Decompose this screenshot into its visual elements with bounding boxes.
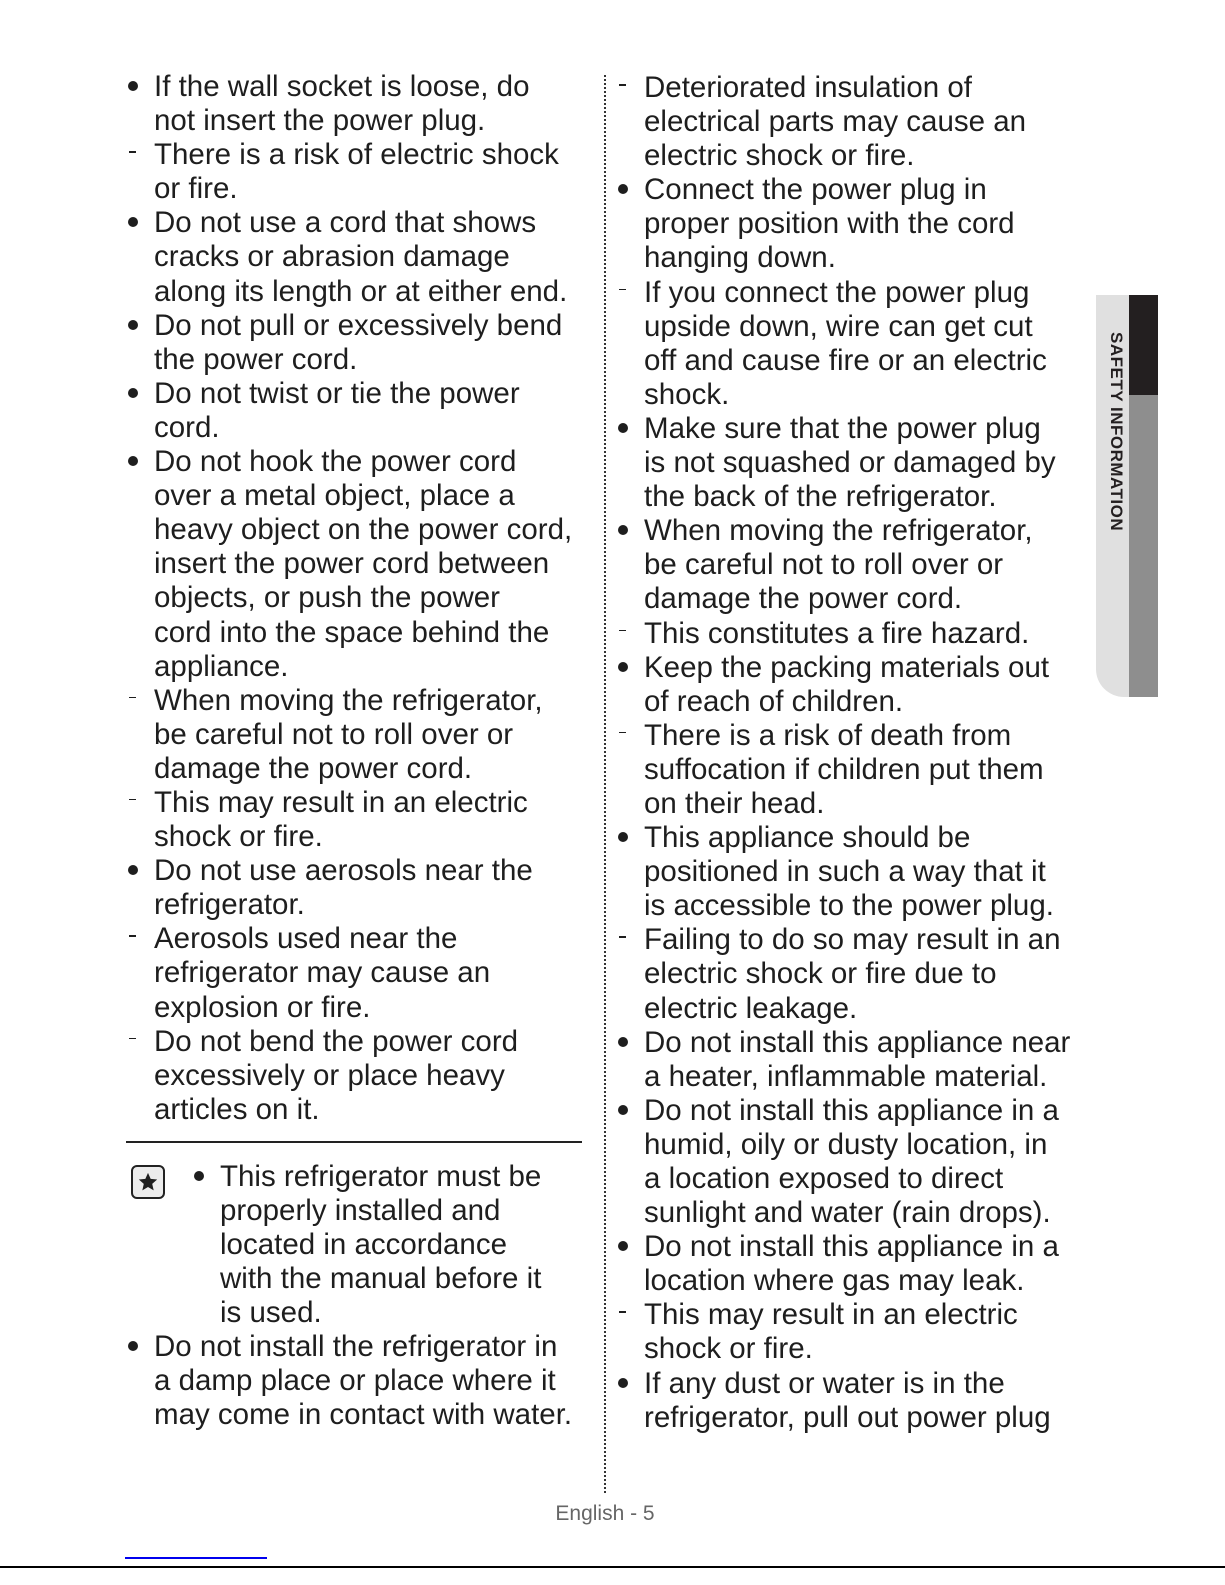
text-line: There is a risk of electric shock xyxy=(154,138,559,172)
text-line: properly installed and xyxy=(220,1194,501,1228)
text-line: be careful not to roll over or xyxy=(644,548,1004,582)
text-line: is accessible to the power plug. xyxy=(644,889,1054,923)
list-item xyxy=(128,445,598,684)
list-item xyxy=(618,1230,1098,1298)
text-line: Make sure that the power plug xyxy=(644,411,1041,445)
text-line: shock or fire. xyxy=(644,1332,813,1366)
list-item xyxy=(618,719,1098,821)
text-line: insert the power cord between xyxy=(154,547,550,581)
text-line: Do not bend the power cord xyxy=(154,1024,519,1058)
text-line: This appliance should be xyxy=(644,821,971,855)
text-line: suffocation if children put them xyxy=(644,752,1044,786)
text-line: When moving the refrigerator, xyxy=(154,683,543,717)
text-line: Deteriorated insulation of xyxy=(644,71,972,104)
star-note-icon xyxy=(131,1165,165,1199)
text-line: refrigerator may cause an xyxy=(154,956,491,990)
list-item xyxy=(128,684,598,786)
text-line: cord. xyxy=(154,410,220,444)
text-line: Failing to do so may result in an xyxy=(644,923,1061,957)
text-line: with the manual before it xyxy=(220,1262,542,1296)
text-line: Do not install this appliance in a xyxy=(644,1093,1059,1127)
text-line: a location exposed to direct xyxy=(644,1162,1004,1195)
text-line: Do not twist or tie the power xyxy=(154,376,520,410)
text-line: along its length or at either end. xyxy=(154,274,568,308)
list-item xyxy=(618,1298,1098,1366)
text-line: heavy object on the power cord, xyxy=(154,513,573,547)
text-line: off and cause fire or an electric xyxy=(644,343,1047,377)
side-tab-bar xyxy=(1129,395,1158,697)
text-line: Do not pull or excessively bend xyxy=(154,308,563,342)
text-line: refrigerator. xyxy=(154,888,305,922)
list-item xyxy=(618,821,1098,923)
text-line: located in accordance xyxy=(220,1228,507,1262)
text-line: Do not use a cord that shows xyxy=(154,206,537,240)
text-line: electrical parts may cause an xyxy=(644,105,1027,139)
text-line: upside down, wire can get cut xyxy=(644,309,1033,343)
text-line: hanging down. xyxy=(644,241,836,275)
text-line: cord into the space behind the xyxy=(154,615,550,649)
text-line: damage the power cord. xyxy=(154,751,473,785)
list-item xyxy=(618,651,1098,719)
list-item xyxy=(128,206,598,308)
text-line: electric shock or fire due to xyxy=(644,957,997,991)
text-line: If any dust or water is in the xyxy=(644,1366,1005,1400)
text-line: the back of the refrigerator. xyxy=(644,480,997,514)
text-line: Do not hook the power cord xyxy=(154,445,517,479)
text-line: This may result in an electric xyxy=(154,785,528,819)
text-line: If you connect the power plug xyxy=(644,275,1030,309)
left-column-after-note xyxy=(128,1330,572,1432)
text-line: refrigerator, pull out power plug xyxy=(644,1400,1051,1434)
text-line: electric shock or fire. xyxy=(644,139,915,173)
text-line: excessively or place heavy xyxy=(154,1058,505,1092)
list-item xyxy=(618,923,1098,1025)
text-line: Do not install the refrigerator in xyxy=(154,1330,558,1363)
list-item xyxy=(618,276,1098,412)
text-line: If the wall socket is loose, do xyxy=(154,70,530,103)
text-line: sunlight and water (rain drops). xyxy=(644,1196,1051,1230)
text-line: Do not install this appliance near xyxy=(644,1025,1071,1059)
text-line: Connect the power plug in xyxy=(644,173,987,207)
text-line: cracks or abrasion damage xyxy=(154,240,510,274)
list-item xyxy=(618,412,1098,514)
text-line: Do not use aerosols near the xyxy=(154,854,533,888)
text-line: or fire. xyxy=(154,172,238,206)
list-item xyxy=(618,173,1098,275)
text-line: not insert the power plug. xyxy=(154,104,486,138)
text-line: humid, oily or dusty location, in xyxy=(644,1127,1048,1161)
side-tab-active-marker xyxy=(1129,295,1158,395)
link-underline xyxy=(125,1557,267,1559)
text-line: the power cord. xyxy=(154,342,358,376)
right-column xyxy=(618,71,1098,1435)
text-line: There is a risk of death from xyxy=(644,718,1012,752)
text-line: electric leakage. xyxy=(644,991,858,1025)
text-line: articles on it. xyxy=(154,1092,320,1126)
list-item xyxy=(618,1367,1098,1435)
text-line: may come in contact with water. xyxy=(154,1398,573,1432)
text-line: This may result in an electric xyxy=(644,1298,1018,1332)
text-line: be careful not to roll over or xyxy=(154,717,514,751)
text-line: Aerosols used near the xyxy=(154,922,458,956)
text-line: Do not install this appliance in a xyxy=(644,1230,1059,1264)
text-line: This constitutes a fire hazard. xyxy=(644,616,1030,650)
text-line: is used. xyxy=(220,1296,322,1330)
list-item xyxy=(618,514,1098,616)
text-line: of reach of children. xyxy=(644,684,904,718)
text-line: is not squashed or damaged by xyxy=(644,446,1056,480)
list-item xyxy=(618,71,1098,173)
text-line: damage the power cord. xyxy=(644,582,963,616)
list-item xyxy=(128,70,598,138)
text-line: on their head. xyxy=(644,786,825,820)
section-divider-rule xyxy=(126,1141,582,1143)
text-line: explosion or fire. xyxy=(154,990,371,1024)
note-block xyxy=(194,1160,594,1330)
text-line: Keep the packing materials out xyxy=(644,650,1050,684)
list-item xyxy=(618,1094,1098,1230)
text-line: proper position with the cord xyxy=(644,207,1015,241)
list-item xyxy=(618,617,1098,651)
list-item xyxy=(128,1025,598,1127)
list-item xyxy=(128,377,598,445)
column-divider xyxy=(604,75,606,1493)
list-item xyxy=(128,309,598,377)
list-item xyxy=(128,786,598,854)
list-item xyxy=(128,922,598,1024)
text-line: a heater, inflammable material. xyxy=(644,1059,1048,1093)
text-line: appliance. xyxy=(154,649,289,683)
list-item xyxy=(128,138,598,206)
text-line: When moving the refrigerator, xyxy=(644,514,1033,548)
page-bottom-border xyxy=(0,1566,1225,1568)
text-line: over a metal object, place a xyxy=(154,479,515,513)
text-line: shock or fire. xyxy=(154,820,323,854)
text-line: This refrigerator must be xyxy=(220,1160,542,1193)
side-tab-label: SAFETY INFORMATION xyxy=(1107,332,1126,532)
list-item xyxy=(128,854,598,922)
page-number: English - 5 xyxy=(555,1502,655,1525)
text-line: shock. xyxy=(644,377,730,411)
left-column xyxy=(128,70,598,1127)
list-item xyxy=(618,1026,1098,1094)
text-line: positioned in such a way that it xyxy=(644,855,1046,889)
list-item xyxy=(128,1330,572,1432)
list-item xyxy=(194,1160,594,1330)
text-line: a damp place or place where it xyxy=(154,1364,556,1398)
text-line: location where gas may leak. xyxy=(644,1264,1025,1298)
text-line: objects, or push the power xyxy=(154,581,501,615)
